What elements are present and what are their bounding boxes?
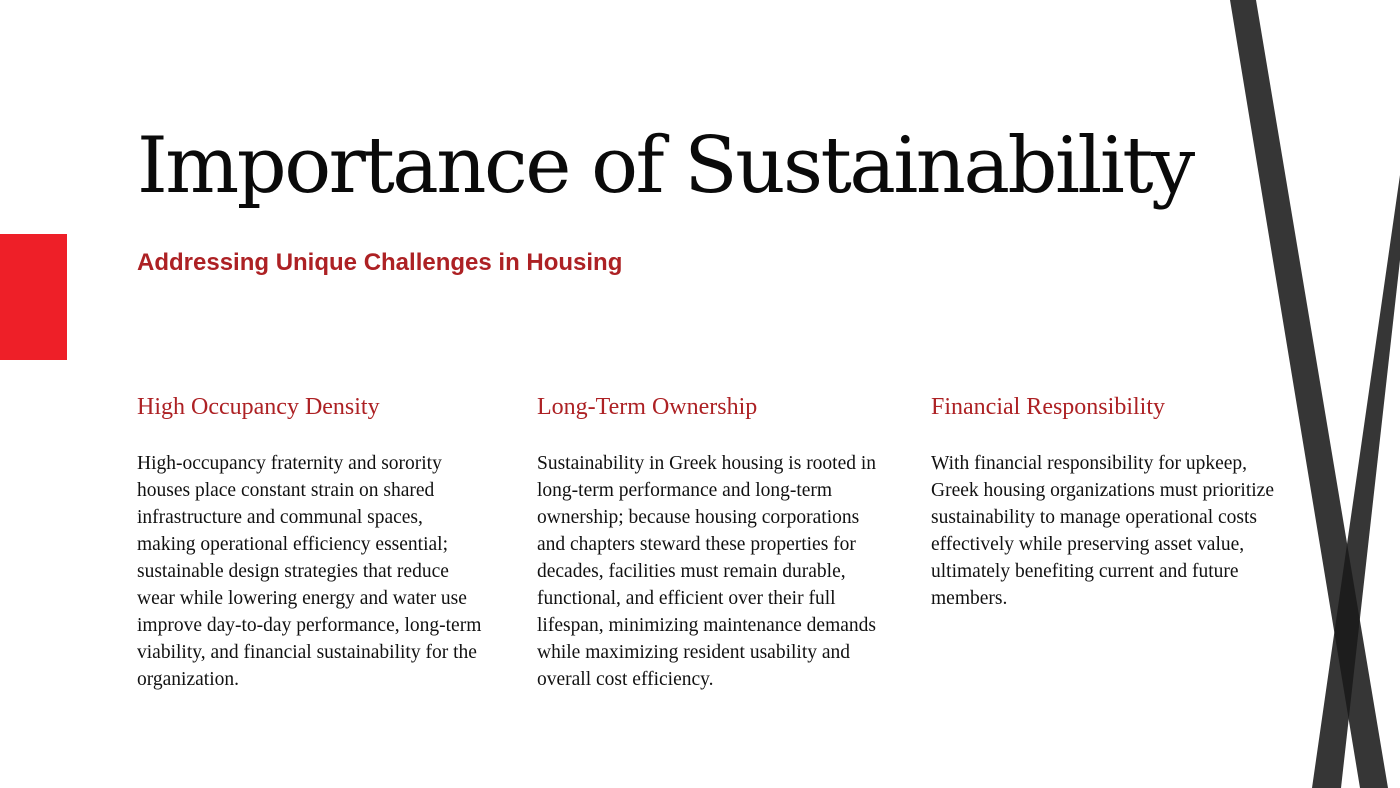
column-heading: Long-Term Ownership: [537, 394, 758, 420]
column-high-occupancy-density: [137, 391, 482, 693]
column-heading: High Occupancy Density: [137, 394, 380, 420]
column-heading: Financial Responsibility: [931, 394, 1165, 420]
column-body: With financial responsibility for upkeep, Greek housing organizations must prioritize sustainability to manage operational costs effectively while preserving asset value, ultimately benefiting current and future members.: [931, 453, 1274, 609]
column-long-term-ownership: [537, 391, 882, 693]
column-body: Sustainability in Greek housing is rooted in long-term performance and long-term ownership; because housing corporations and chapters steward these properties for decades, facilities must remain durable, functional, and efficient over their full lifespan, minimizing maintenance demands while maximizing resident usability and overall cost efficiency.: [537, 453, 877, 690]
page-title: Importance of Sustainability: [137, 121, 1193, 211]
column-financial-responsibility: [931, 391, 1276, 612]
column-body: High-occupancy fraternity and sorority houses place constant strain on shared infrastructure and communal spaces, making operational efficiency essential; sustainable design strategies that reduce wear while lowering energy and water use improve day-to-day performance, long-term viability, and financial sustainability for the organization.: [137, 453, 482, 690]
page-subtitle: Addressing Unique Challenges in Housing: [137, 249, 623, 276]
